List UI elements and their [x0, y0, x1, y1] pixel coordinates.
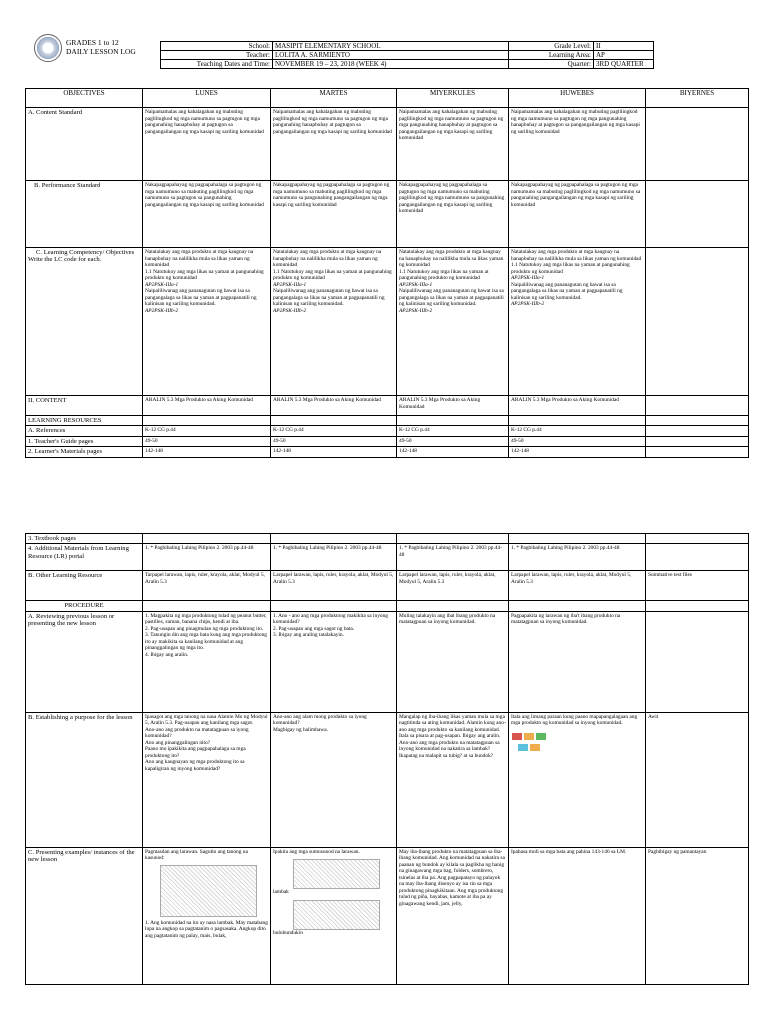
- learners-materials-cell: 142-148: [143, 447, 271, 457]
- area-value: AP: [594, 51, 654, 60]
- presenting-label: C. Presenting examples/ instances of the new lesson: [26, 847, 143, 984]
- competency-label-text: C. Learning Competency/ Objectives: [36, 249, 135, 256]
- empty-cell: [509, 601, 646, 611]
- competency-text: Natatalakay ang mga produkto at mga kaugnay na hanapbuhay na nalilikha mula sa likas yaman ng komunidad 1.1 Natutukoy ang mga likas na yaman at pangunahing produkto ng komunidad: [511, 249, 642, 275]
- empty-cell: [143, 601, 271, 611]
- content-standard-cell: Naipamamalas ang kahalagahan ng mabuting paglilingkod ng mga namumuno sa pagtugon ng mga pangunahing hanapbuhay at pagtugon sa pangangailangan ng mga kasapi ng sariling komunidad: [397, 108, 509, 181]
- content-standard-cell: Naipamamalas ang kahalagahan ng mabuting paglilingkod ng mga namumuno sa pagtugon ng mga pangunahing hanapbuhay at pagtugon sa pangangailangan ng mga kasapi ng sariling komunidad: [509, 108, 646, 181]
- color-square: [518, 744, 528, 751]
- purpose-cell: [509, 712, 646, 847]
- content-standard-cell: Naipamamalas ang kahalagahan ng mabuting paglilingkod ng mga namumuno sa pagtugon ng mga pangunahing hanapbuhay at pagtugon sa pangangailangan ng mga kasapi ng sariling komunidad: [271, 108, 397, 181]
- references-cell: K-12 CG p.44: [271, 426, 397, 436]
- empty-cell: [397, 534, 509, 544]
- presenting-cell: [143, 847, 271, 984]
- empty-cell: [646, 534, 749, 544]
- additional-materials-label: 4. Additional Materials from Learning Resource (LR) portal: [26, 544, 143, 571]
- performance-standard-cell: Nakapagpapahayag ng pagpapahalaga sa pagtugon ng mga namumuno sa mabuting paglilingkod ng mga namumuno sa pangunahing pangangailangan ng mga kasapi ng sariling komunidad: [271, 181, 397, 248]
- col-huwebes: HUWEBES: [509, 89, 646, 108]
- logo-line2: DAILY LESSON LOG: [66, 47, 136, 56]
- empty-cell: [397, 416, 509, 426]
- quarter-value: 3RD QUARTER: [594, 60, 654, 69]
- references-cell: [646, 426, 749, 436]
- learners-materials-cell: 142-148: [509, 447, 646, 457]
- grade-value: II: [594, 42, 654, 51]
- empty-cell: [397, 601, 509, 611]
- empty-cell: [271, 601, 397, 611]
- content-standard-cell: Naipamamalas ang kahalagahan ng mabuting paglilingkod ng mga namumuno sa pagtugon ng mga pangunahing hanapbuhay at pagtugon sa pangangailangan ng mga kasapi ng sariling komunidad: [143, 108, 271, 181]
- competency-code: AP2PSK-IIIa-1: [273, 281, 307, 288]
- performance-standard-cell: Nakapagpapahayag ng pagpapahalaga sa pagtugon ng mga namumuno sa mabuting paglilingkod ng mga namumuno sa pangunahing pangangailangan ng mga kasapi ng sariling komunidad: [509, 181, 646, 248]
- dates-label: Teaching Dates and Time:: [161, 60, 273, 69]
- color-square: [536, 733, 546, 740]
- presenting-text: Ipakita ang mga sumusunod na larawan.: [273, 848, 360, 855]
- competency-code2: AP2PSK-IIIb-2: [511, 301, 545, 307]
- references-cell: K-12 CG p.44: [397, 426, 509, 436]
- col-objectives: OBJECTIVES: [26, 89, 143, 108]
- lesson-table-part1: [25, 88, 749, 458]
- competency-text: Natatalakay ang mga produkto at mga kaugnay na hanapbuhay na nalilikha mula sa likas yaman ng komunidad 1.1 Natutukoy ang mga likas na yaman at pangunahing produkto ng komunidad: [273, 249, 392, 281]
- additional-materials-cell: 1. * Pagbibaling Lahing Pilipino 2. 2003 pp.44-48: [397, 544, 509, 571]
- purpose-cell: Ipasagot ang mga tanong na nasa Alamin Mo ng Modyul 5, Aralin 5.3. Pag-usapan ang kanilang mga sagot. Ano-ano ang produkto na matatagpuan sa iyong komunidad? Ano ang pinanggalingan nito? Paano mo ipakikita ang pagpapahalaga sa mga produktong ito? Ano ang kaugnayan ng mga produktong ito sa kapaligiran ng inyong komunidad?: [143, 712, 271, 847]
- quarter-label: Quarter:: [509, 60, 594, 69]
- color-square: [512, 733, 522, 740]
- resources-label: LEARNING RESOURCES: [26, 416, 143, 426]
- teachers-guide-label: 1. Teacher's Guide pages: [26, 436, 143, 446]
- content-standard-label: A. Content Standard: [26, 108, 143, 181]
- performance-standard-cell: Nakapagpapahayag ng pagpapahalaga sa pagtugon ng mga namumuno sa mabuting paglilingkod ng mga namumuno sa pagtugon sa pangunahing pangangailangan ng mga kasapi ng sariling komunidad: [143, 181, 271, 248]
- color-square: [524, 733, 534, 740]
- presenting-cell: May iba-ibang produkto na matatagpuan sa iba-ibang komunidad. Ang komunidad na nakatira sa paanan ng bundok ay kilala sa paglikha ng banig na ginagawang mga bag, folders, sombrero, tsinelas at iba pa. Ang pagpapatayo ng palayok na may iba-ibang disenyo ay isa rin sa mga produktong pinagkikitaan. Ang mga produktong tulad ng piña, bayabas, kamote at iba pa ay ginagawang kendi, jam, jelly,: [397, 847, 509, 984]
- other-resource-cell: Larpapel larawan, lapis, ruler, krayola, aklat, Modyul 5, Aralin 5.3: [509, 571, 646, 601]
- competency-code2: AP2PSK-IIIb-2: [273, 307, 307, 314]
- reviewing-cell: [646, 611, 749, 712]
- reviewing-cell: 1. Ano - ano ang mga produktong makikita sa inyong komunidad? 2. Pag-usapan ang mga sagot ng bata. 3. Ibigay ang araling tatalakayin.: [271, 611, 397, 712]
- competency-note: Write the LC code for each.: [28, 256, 102, 264]
- purpose-cell: Awit: [646, 712, 749, 847]
- additional-materials-cell: 1. * Pagbibaling Lahing Pilipino 2. 2003 pp.44-48: [143, 544, 271, 571]
- procedure-label: PROCEDURE: [26, 601, 143, 611]
- valley-illustration: [293, 859, 380, 889]
- textbook-label: 3. Textbook pages: [26, 534, 143, 544]
- col-lunes: LUNES: [143, 89, 271, 108]
- empty-cell: [143, 416, 271, 426]
- reviewing-cell: Muling talakayin ang ibat ibang produkto na matatagpuan sa inyong komunidad.: [397, 611, 509, 712]
- empty-cell: [646, 416, 749, 426]
- col-biyernes: BIYERNES: [646, 89, 749, 108]
- content-cell: ARALIN 5.3 Mga Produkto sa Aking Komunidad: [397, 396, 509, 416]
- mountain-caption: bulubundukin: [273, 929, 303, 936]
- reviewing-cell: 1. Magpakita ng mga produktong tulad ng peanut butter, pastilles, suman, banana chips, kendi at iba. 2. Pag-usapan ang pinagmulan ng mga produktong ito. 3. Tanungin din ang mga bata kung ang mga produktong ito ay makikita sa kanilang komunidad at ang pinanggalingan ng mga ito. 4. Ibigay ang aralin.: [143, 611, 271, 712]
- learners-materials-label: 2. Learner's Materials pages: [26, 447, 143, 457]
- competency-code2: AP2PSK-IIIb-2: [399, 307, 433, 314]
- competency-text: Natatalakay ang mga produkto at mga kaugnay na hanapbuhay na nalilikha mula sa likas yaman ng komunidad 1.1 Natutukoy ang mga likas na yaman at pangunahing produkto ng komunidad: [145, 249, 264, 281]
- farm-illustration: [160, 865, 257, 917]
- area-label: Learning Area:: [509, 51, 594, 60]
- dates-value: NOVEMBER 19 – 23, 2018 (WEEK 4): [273, 60, 509, 69]
- competency-cell: [271, 248, 397, 396]
- competency-label: [26, 248, 143, 396]
- color-square: [530, 744, 540, 751]
- competency-code2: AP2PSK-IIIb-2: [145, 307, 179, 314]
- other-resource-cell: Larpapel larawan, lapis, ruler, krayola, aklat, Modyul 5, Aralin 5.3: [271, 571, 397, 601]
- empty-cell: [509, 534, 646, 544]
- purpose-cell: Mangalap ng iba-ibang likas yaman mula sa mga nagtitinda sa ating komunidad. Alamin kung ano-ano ang mga produkto sa kanilang komunidad. Itala sa pisara at pag-usapan. Ibigay ang aralin. Ano-ano ang mga produkto na matatagpuan sa inyong komunidad na nakatira sa lambak? Ikapatag na malapit sa tubig? at sa bundok?: [397, 712, 509, 847]
- other-resource-cell: Summative test files: [646, 571, 749, 601]
- purpose-text: Itala ang limang paraan kung paano mapapangalagaan ang mga produkto ng komunidad sa inyong komunidad.: [511, 713, 638, 727]
- teachers-guide-cell: 49-50: [509, 436, 646, 446]
- other-resource-label: B. Other Learning Resource: [26, 571, 143, 601]
- teachers-guide-cell: 49-50: [143, 436, 271, 446]
- empty-cell: [509, 416, 646, 426]
- content-cell: ARALIN 5.3 Mga Produkto sa Aking Komunidad: [509, 396, 646, 416]
- teachers-guide-cell: 49-50: [271, 436, 397, 446]
- other-resource-cell: Larpapel larawan, lapis, ruler, krayola, aklat, Modyul 5, Aralin 5.3: [397, 571, 509, 601]
- content-cell: ARALIN 5.3 Mga Produkto sa Aking Komunidad: [271, 396, 397, 416]
- school-value: MASIPIT ELEMENTARY SCHOOL: [273, 42, 509, 51]
- references-cell: K-12 CG p.44: [143, 426, 271, 436]
- logo-text: [66, 38, 136, 56]
- competency-text2: Naipaliliwanag ang pananagutan ng bawat isa sa pangangalaga sa likas na yaman at pagpapanatili ng kalinisan ng sariling komunidad.: [511, 281, 623, 301]
- competency-text2: Naipaliliwanag ang pananagutan ng bawat isa sa pangangalaga sa likas na yaman at pagpapanatili ng kalinisan ng sariling komunidad.: [399, 288, 504, 307]
- presenting-caption: 1. Ang komunidad na ito ay nasa lambak. May matabang lupa na angkop sa pagtatanim o pagsasaka. Angkop dito ang pagtatanim ng palay, mais, bulak,: [145, 919, 268, 939]
- presenting-cell: [271, 847, 397, 984]
- performance-standard-cell: [646, 181, 749, 248]
- color-squares: [511, 733, 643, 743]
- teacher-value: LOLITA A. SARMIENTO: [273, 51, 509, 60]
- competency-code: AP2PSK-IIIa-1: [145, 281, 179, 288]
- empty-cell: [271, 416, 397, 426]
- competency-text: Natatalakay ang mga produkto at mga kaugnay na hanapbuhay na nalilikha mula sa likas yaman ng komunidad 1.1 Natutukoy ang mga likas na yaman at pangunahing produkto ng komunidad: [399, 249, 504, 281]
- content-cell: [646, 396, 749, 416]
- header-table: [160, 41, 654, 69]
- competency-code: AP2PSK-IIIa-1: [399, 281, 433, 288]
- teachers-guide-cell: [646, 436, 749, 446]
- competency-cell: [509, 248, 646, 396]
- color-squares-row2: [511, 744, 643, 754]
- empty-cell: [646, 601, 749, 611]
- competency-cell: [143, 248, 271, 396]
- purpose-label: B. Establishing a purpose for the lesson: [26, 712, 143, 847]
- competency-text2: Naipaliliwanag ang pananagutan ng bawat isa sa pangangalaga sa likas na yaman at pagpapanatili ng kalinisan ng sariling komunidad.: [273, 288, 385, 307]
- empty-cell: [271, 534, 397, 544]
- learners-materials-cell: 142-148: [397, 447, 509, 457]
- content-label: II. CONTENT: [26, 396, 143, 416]
- additional-materials-cell: [646, 544, 749, 571]
- empty-cell: [143, 534, 271, 544]
- presenting-cell: Ipabasa muli sa mga bata ang pahina 143-146 sa LM.: [509, 847, 646, 984]
- learners-materials-cell: 142-148: [271, 447, 397, 457]
- deped-seal-logo: [34, 34, 62, 62]
- logo-line1: GRADES 1 to 12: [66, 38, 119, 47]
- additional-materials-cell: 1. * Pagbibaling Lahing Pilipino 2. 2003 pp.44-48: [271, 544, 397, 571]
- references-label: A. References: [26, 426, 143, 436]
- competency-text2: Naipaliliwanag ang pananagutan ng bawat isa sa pangangalaga sa likas na yaman at pagpapanatili ng kalinisan ng sariling komunidad.: [145, 288, 257, 307]
- competency-cell: [397, 248, 509, 396]
- mountain-illustration: [293, 900, 380, 930]
- col-miyerkules: MIYERKULES: [397, 89, 509, 108]
- presenting-cell: Pagbibigay ng pamantayan: [646, 847, 749, 984]
- purpose-cell: Ano-ano ang alam mong produkto sa iyong komunidad? Magbigay ng halimbawa.: [271, 712, 397, 847]
- reviewing-label: A. Reviewing previous lesson or presenting the new lesson: [26, 611, 143, 712]
- performance-standard-cell: Nakapagpapahayag ng pagpapahalaga sa pagtugon ng mga namumuno sa mabuting paglilingkod ng mga namumuno sa pangunahing pangangailangan ng mga kasapi ng sariling komunidad: [397, 181, 509, 248]
- competency-cell: [646, 248, 749, 396]
- performance-standard-label: B. Performance Standard: [26, 181, 143, 248]
- references-cell: K-12 CG p.44: [509, 426, 646, 436]
- competency-code: AP2PSK-IIIa-1: [511, 275, 545, 281]
- lesson-table-part2: [25, 533, 749, 985]
- teachers-guide-cell: 49-50: [397, 436, 509, 446]
- reviewing-cell: Pagpapakita ng larawan ng iba't ibang produkto na matatagpuan sa inyong komunidad.: [509, 611, 646, 712]
- content-cell: ARALIN 5.3 Mga Produkto sa Aking Komunidad: [143, 396, 271, 416]
- presenting-text: Pagmasdan ang larawan. Sagutin ang tanong na kasunod:: [145, 848, 248, 862]
- other-resource-cell: Tarpapel larawan, lapis, ruler, krayola, aklat, Modyul 5, Aralin 5.3: [143, 571, 271, 601]
- col-martes: MARTES: [271, 89, 397, 108]
- teacher-label: Teacher:: [161, 51, 273, 60]
- content-standard-cell: [646, 108, 749, 181]
- additional-materials-cell: 1. * Pagbibaling Lahing Pilipino 2. 2003 pp.44-48: [509, 544, 646, 571]
- learners-materials-cell: [646, 447, 749, 457]
- grade-label: Grade Level:: [509, 42, 594, 51]
- valley-caption: lambak: [273, 889, 289, 896]
- school-label: School:: [161, 42, 273, 51]
